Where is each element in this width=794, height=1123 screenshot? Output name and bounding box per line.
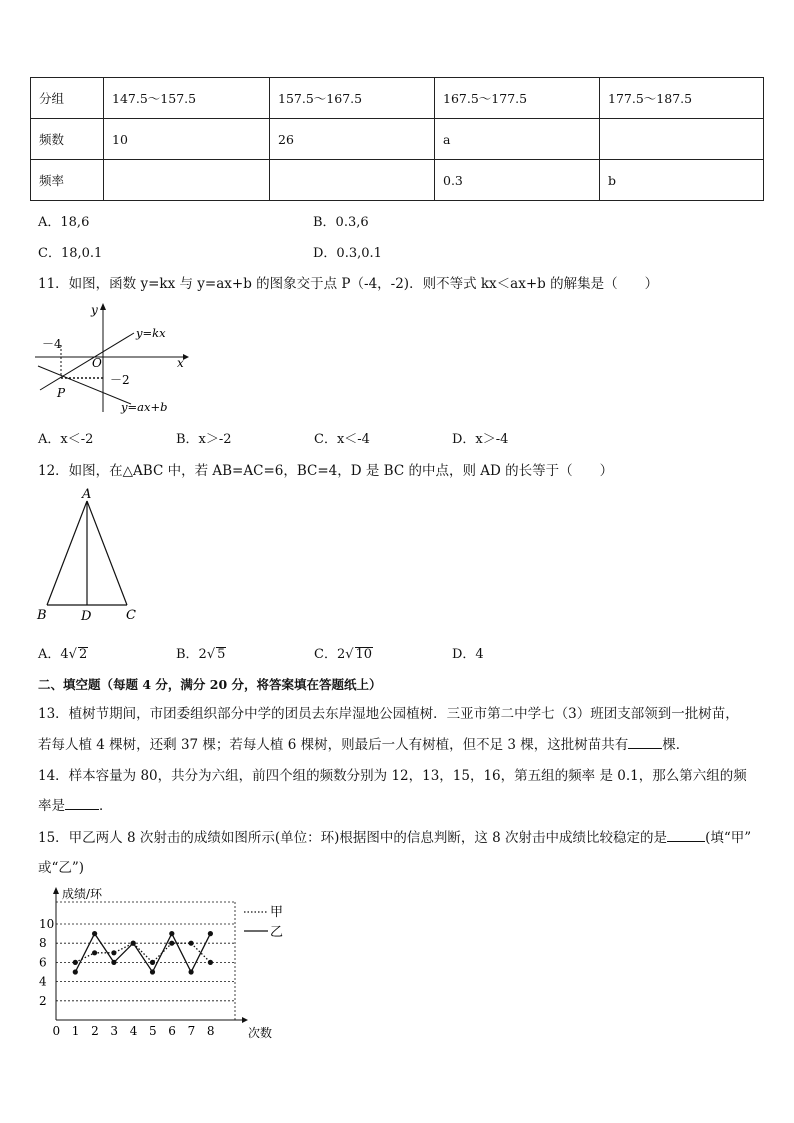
data-point-yi: [150, 969, 155, 974]
q15-line1-end: (填“甲”: [705, 830, 752, 846]
table-cell: [104, 160, 270, 201]
data-point-yi: [111, 960, 116, 965]
q14-line2-end: ．: [99, 798, 113, 814]
q12-figure: [34, 484, 144, 624]
data-point-yi: [92, 931, 97, 936]
q13-line2-end: 棵．: [662, 737, 690, 753]
q14-line2: [38, 794, 113, 814]
table-row-label: 频率: [31, 160, 104, 201]
q12-option-a-radicand: 2: [78, 647, 88, 662]
q15-line2: 或“乙”): [38, 860, 85, 876]
q11-text: 11．如图，函数 y=kx 与 y=ax+b 的图象交于点 P（-4，-2)．则不等式 kx＜ax+b 的解集是（ ）: [38, 276, 659, 292]
data-point-jia: [73, 960, 78, 965]
data-point-jia: [189, 941, 194, 946]
section-heading: 二、填空题（每题 4 分，满分 20 分，将答案填在答题纸上）: [38, 677, 382, 692]
sqrt-sign: √: [68, 647, 77, 662]
x-tick-label: 8: [206, 1024, 215, 1038]
q13-line2: [38, 733, 689, 753]
x-tick-label: 4: [129, 1024, 138, 1038]
q14-line2-text: 率是: [38, 798, 65, 814]
label-d: D: [81, 609, 92, 624]
score-line-chart: [36, 884, 306, 1044]
q12-text: 12．如图，在△ABC 中，若 AB=AC=6，BC=4，D 是 BC 的中点，则 AD 的长等于（ ）: [38, 463, 614, 479]
table-row-label: 频数: [31, 119, 104, 160]
y-tick-label: 10: [39, 917, 55, 931]
data-point-yi: [169, 931, 174, 936]
label-p: P: [57, 386, 66, 400]
table-cell: b: [600, 160, 764, 201]
y-tick-label: 8: [39, 936, 47, 951]
sqrt-sign: √: [345, 647, 354, 662]
x-tick-label: 2: [91, 1024, 99, 1038]
data-point-jia: [111, 950, 116, 955]
table-cell: a: [435, 119, 600, 160]
table-cell: [270, 160, 435, 201]
y-tick-label: 4: [39, 974, 47, 989]
q12-option-b[interactable]: [176, 643, 226, 662]
q10-option-c[interactable]: C．18,0.1: [38, 246, 103, 261]
sqrt-sign: √: [206, 647, 216, 662]
q12-option-a[interactable]: [38, 643, 88, 662]
q11-option-b[interactable]: B．x＞-2: [176, 432, 232, 447]
q15-line1-text: 15．甲乙两人 8 次射击的成绩如图所示(单位：环)根据图中的信息判断，这 8 次射击中成绩比较稳定的是: [38, 830, 668, 846]
table-row-label: 分组: [31, 78, 104, 119]
x-tick-label: 0: [52, 1024, 61, 1038]
q12-option-d[interactable]: D．4: [452, 647, 484, 662]
label-y: y: [91, 303, 98, 317]
q12-option-c-radicand: 10: [355, 647, 373, 662]
table-cell: 177.5～187.5: [600, 78, 764, 119]
table-cell: 167.5～177.5: [435, 78, 600, 119]
q11-option-c[interactable]: C．x＜-4: [314, 432, 370, 447]
x-tick-label: 7: [187, 1024, 196, 1038]
label-b: B: [37, 608, 47, 623]
data-point-jia: [208, 960, 213, 965]
table-cell: 10: [104, 119, 270, 160]
label-neg4: －4: [42, 337, 62, 351]
data-point-yi: [189, 969, 194, 974]
x-axis-title: 次数: [248, 1026, 273, 1040]
y-tick-label: 6: [39, 955, 47, 970]
q13-answer-blank[interactable]: [628, 736, 662, 749]
q10-option-a[interactable]: A．18,6: [38, 215, 90, 230]
q15-answer-blank[interactable]: [667, 829, 705, 842]
q12-option-a-prefix: A．4: [38, 647, 69, 662]
y-tick-label: 2: [39, 993, 47, 1008]
q11-figure: [30, 300, 200, 418]
legend-yi-label: 乙: [270, 925, 284, 940]
q12-option-b-radicand: 5: [217, 647, 226, 662]
data-point-yi: [131, 941, 136, 946]
table-cell: [600, 119, 764, 160]
frequency-table: [30, 77, 764, 201]
data-point-yi: [208, 931, 213, 936]
table-cell: 26: [270, 119, 435, 160]
table-row-group: [31, 78, 764, 119]
label-a: A: [82, 487, 92, 502]
q10-option-d[interactable]: D．0.3,0.1: [313, 246, 382, 261]
x-axis-arrow: [183, 354, 189, 360]
label-origin: O: [92, 356, 102, 370]
data-point-yi: [73, 969, 78, 974]
q13-line2-text: 若每人植 4 棵树，还剩 37 棵；若每人植 6 棵树，则最后一人有树植，但不足 3 棵，这批树苗共有: [38, 737, 629, 753]
table-row-count: [31, 119, 764, 160]
legend-jia-label: 甲: [270, 905, 284, 920]
table-cell: 147.5～157.5: [104, 78, 270, 119]
q13-line1: 13．植树节期间，市团委组织部分中学的团员去东岸湿地公园植树．三亚市第二中学七（3）班团支部领到一批树苗，: [38, 706, 739, 722]
q14-answer-blank[interactable]: [65, 797, 99, 810]
label-c: C: [126, 608, 136, 623]
x-tick-label: 5: [149, 1024, 157, 1038]
label-x: x: [177, 356, 184, 370]
x-tick-label: 3: [110, 1024, 119, 1038]
x-tick-label: 1: [71, 1024, 80, 1038]
data-point-jia: [150, 960, 155, 965]
y-axis-arrow: [100, 303, 106, 310]
y-axis-title: 成绩/环: [62, 887, 103, 901]
q12-option-b-prefix: B．2: [176, 647, 207, 662]
label-axb: y=ax+b: [121, 400, 168, 414]
q11-option-d[interactable]: D．x＞-4: [452, 432, 509, 447]
table-cell: 0.3: [435, 160, 600, 201]
data-point-jia: [92, 950, 97, 955]
label-kx: y=kx: [136, 326, 166, 340]
x-tick-label: 6: [168, 1024, 176, 1038]
q12-option-c[interactable]: [314, 643, 373, 662]
chart-y-axis-arrow: [53, 887, 59, 894]
chart-x-axis-arrow: [242, 1017, 248, 1023]
label-neg2: －2: [110, 373, 130, 387]
q15-line1: [38, 826, 751, 846]
q12-option-c-prefix: C．2: [314, 647, 346, 662]
q14-line1: 14．样本容量为 80，共分为六组，前四个组的频数分别为 12，13，15，16，第五组的频率 是 0.1，那么第六组的频: [38, 768, 747, 784]
table-row-frequency: [31, 160, 764, 201]
table-cell: 157.5～167.5: [270, 78, 435, 119]
q10-option-b[interactable]: B．0.3,6: [313, 215, 369, 230]
q11-option-a[interactable]: A．x＜-2: [38, 432, 94, 447]
data-point-jia: [169, 941, 174, 946]
